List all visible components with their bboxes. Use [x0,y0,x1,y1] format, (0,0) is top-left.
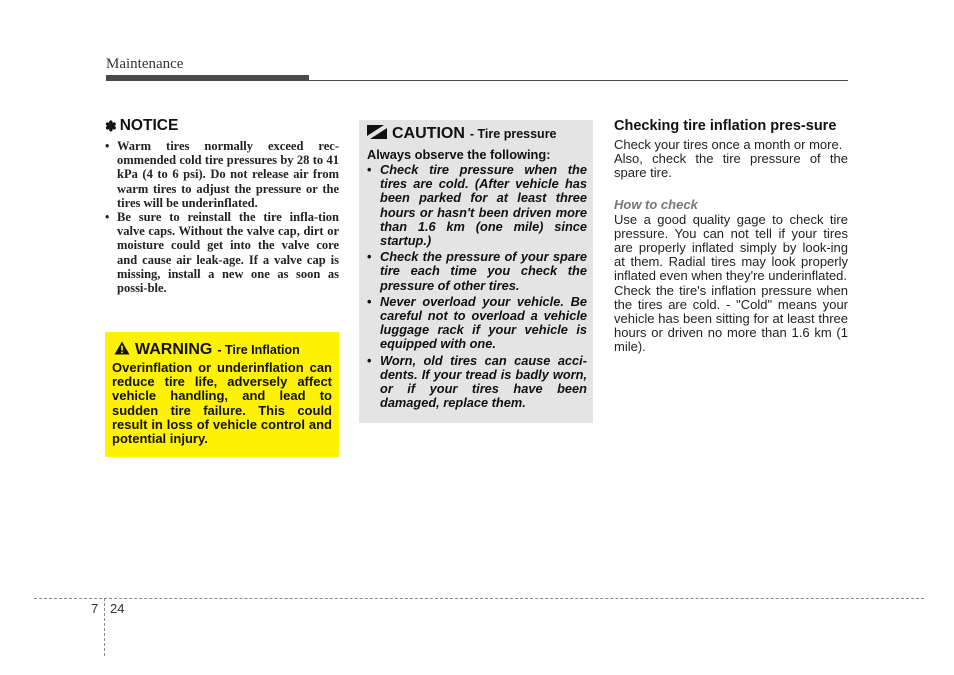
notice-item: • Warm tires normally exceed rec-ommended cold tire pressures by 28 to 41 kPa (4 to 6 psi). Do not release air from warm tires to adjust the pressure or the tires will be underinflated. [105,139,339,210]
notice-item: • Be sure to reinstall the tire infla-tion valve caps. Without the valve cap, dirt or moisture could get into the valve core and cause air leak-age. If a valve cap is missing, install a new one as soon as possi-ble. [105,210,339,295]
warning-box [105,332,339,457]
warning-triangle-icon [114,341,130,355]
checking-paragraph: Also, check the tire pressure of the spare tire. [614,151,848,181]
header-rule [106,80,848,81]
footer-divider [104,598,105,656]
caution-heading-label: CAUTION [392,125,465,142]
notice-heading [105,117,339,135]
warning-heading-label: WARNING [135,341,213,358]
checking-paragraph: Use a good quality gage to check tire pressure. You can not tell if your tires are properly inflated simply by look-ing at them. Radial tires may look properly inflated even when they're underinflated. [614,211,848,284]
caution-item: • Never overload your vehicle. Be careful not to overload a vehicle luggage rack if your vehicle is equipped with one. [367,295,587,352]
how-to-check-heading: How to check [614,196,698,212]
checking-section [614,118,848,355]
checking-paragraph: Check the tire's inflation pressure when the tires are cold. - "Cold" means your vehicle has been sitting for at least three hours or driven no more than 1.6 km (1 mile). [614,282,848,355]
warning-text: Overinflation or underinflation can reduce tire life, adversely affect vehicle handling, and lead to sudden tire failure. This could result in loss of vehicle control and potential injury. [112,360,332,447]
caution-slash-icon [367,125,387,139]
caution-box [359,120,593,423]
notice-heading-label: NOTICE [119,117,179,134]
warning-heading [112,340,332,359]
page-header-title: Maintenance [106,56,184,72]
caution-subheading: - Tire pressure [469,127,557,141]
warning-subheading: - Tire Inflation [217,343,300,357]
caution-item: • Worn, old tires can cause acci-dents. If your tread is badly worn, or if your tires have been damaged, replace them. [367,354,587,411]
notice-list [105,139,339,295]
footer-rule [34,598,924,599]
caution-heading [367,124,587,143]
caution-item: • Check tire pressure when the tires are cold. (After vehicle has been parked for at least three hours or hasn't been driven more than 1.6 km (one mile) since startup.) [367,163,587,248]
page-number: 24 [110,601,125,616]
caution-item: • Check the pressure of your spare tire each time you check the pressure of other tires. [367,250,587,293]
caution-list [367,163,587,410]
page-chapter-number: 7 [91,601,99,616]
notice-star-icon: ✽ [105,117,117,134]
notice-section [105,117,339,295]
checking-heading: Checking tire inflation pres-sure [614,118,837,134]
caution-intro: Always observe the following: [367,147,551,162]
checking-paragraph: Check your tires once a month or more. [614,137,843,152]
